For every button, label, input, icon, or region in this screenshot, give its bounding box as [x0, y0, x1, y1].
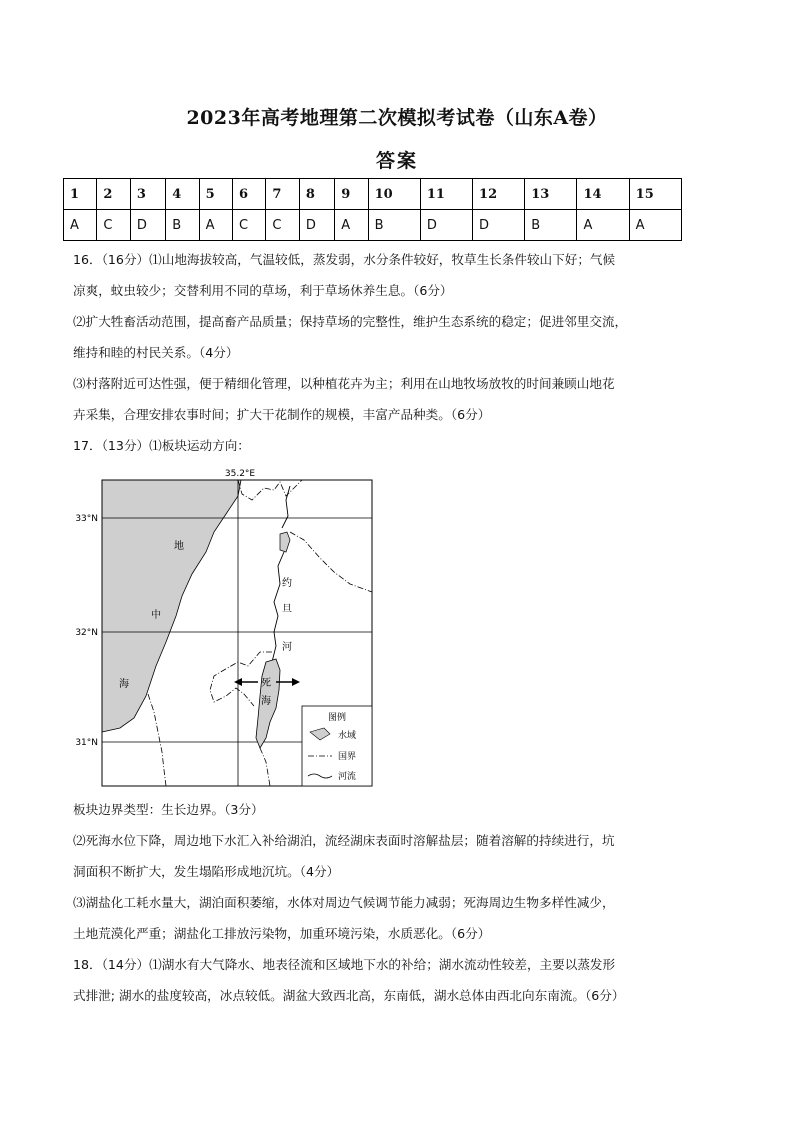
- lat-31-label: 31°N: [75, 738, 98, 748]
- legend-border-label: 国界: [338, 752, 357, 762]
- answer-cell: D: [299, 210, 334, 241]
- q17-boundary: 板块边界类型：生长边界。（3分）: [73, 802, 264, 817]
- q17-p2-line1: ⑵死海水位下降，周边地下水汇入补给湖泊，流经湖床表面时溶解盐层；随着溶解的持续进行，坑: [73, 833, 615, 848]
- lake-label-2: 海: [261, 696, 271, 707]
- q18-p1-line1: 18．（14分）⑴湖水有大气降水、地表径流和区域地下水的补给；湖水流动性较差，主要以蒸发形: [73, 957, 616, 972]
- answer-cell: A: [577, 210, 629, 241]
- lat-32-label: 32°N: [75, 628, 98, 638]
- question-number-cell: 14: [577, 179, 629, 210]
- q16-answer-1: [73, 244, 685, 306]
- answer-cell: A: [199, 210, 232, 241]
- sea-label-3: 海: [119, 679, 129, 690]
- sea-label-2: 中: [151, 610, 161, 621]
- answer-cell: A: [64, 210, 97, 241]
- longitude-label: 35.2°E: [224, 469, 256, 479]
- lat-33-label: 33°N: [75, 514, 98, 524]
- border-north: [238, 480, 302, 500]
- q16-p3-line1: ⑶村落附近可达性强，便于精细化管理，以种植花卉为主；利用在山地牧场放牧的时间兼顾山地花: [73, 376, 615, 391]
- question-number-cell: 1: [64, 179, 97, 210]
- q17-p3-line1: ⑶湖盐化工耗水量大，湖泊面积萎缩，水体对周边气候调节能力减弱；死海周边生物多样性减少，: [73, 895, 615, 910]
- river-label-3: 河: [282, 642, 292, 653]
- answer-cell: B: [166, 210, 199, 241]
- galilee-lake: [280, 532, 290, 552]
- q16-answer-2: [73, 306, 685, 368]
- answer-cell: D: [130, 210, 165, 241]
- border-gaza-egypt: [148, 694, 166, 786]
- q16-p2-line2: 维持和睦的村民关系。（4分）: [73, 345, 239, 360]
- legend-water-label: 水域: [338, 731, 357, 741]
- answer-cell: C: [97, 210, 130, 241]
- border-east: [290, 532, 372, 592]
- q18-answer-1: [73, 949, 685, 1011]
- answer-cell: C: [266, 210, 299, 241]
- question-number-cell: 10: [368, 179, 420, 210]
- question-number-cell: 2: [97, 179, 130, 210]
- answer-cell: D: [420, 210, 472, 241]
- page-title: 2023年高考地理第二次模拟考试卷（山东A卷）: [186, 107, 608, 129]
- question-number-cell: 6: [232, 179, 265, 210]
- answer-cell: D: [473, 210, 525, 241]
- arrow-east-head: [292, 678, 300, 686]
- river-label-2: 旦: [282, 604, 292, 615]
- q18-p1-line2: 式排泄; 湖水的盐度较高，冰点较低。湖盆大致西北高，东南低，湖水总体由西北向东南流。（6分）: [73, 988, 625, 1003]
- q16-p1-line1: 16．（16分）⑴山地海拔较高，气温较低，蒸发弱，水分条件较好，牧草生长条件较山下好；气候: [73, 252, 616, 267]
- sea-label-1: 地: [174, 541, 184, 552]
- q17-answer-3: [73, 887, 685, 949]
- answer-cell: A: [335, 210, 368, 241]
- lake-label-1: 死: [261, 678, 271, 689]
- question-number-cell: 7: [266, 179, 299, 210]
- question-number-cell: 11: [420, 179, 472, 210]
- answer-cell: A: [629, 210, 681, 241]
- dead-sea-map: [68, 466, 388, 796]
- q17-intro: 17．（13分）⑴板块运动方向：: [73, 438, 250, 453]
- question-number-cell: 8: [299, 179, 334, 210]
- q16-p2-line1: ⑵扩大牲畜活动范围，提高畜产品质量；保持草场的完整性，维护生态系统的稳定；促进邻里交流，: [73, 314, 628, 329]
- question-number-cell: 13: [525, 179, 577, 210]
- legend-title: 图例: [327, 713, 347, 723]
- answer-table-answer-row: [64, 210, 682, 241]
- border-south: [260, 748, 270, 786]
- q16-answer-3: [73, 368, 685, 430]
- answer-table-number-row: [64, 179, 682, 210]
- question-number-cell: 4: [166, 179, 199, 210]
- answer-cell: B: [368, 210, 420, 241]
- q17-answer-2: [73, 825, 685, 887]
- q17-p3-line2: 土地荒漠化严重；湖盐化工排放污染物，加重环境污染，水质恶化。（6分）: [73, 926, 491, 941]
- question-number-cell: 9: [335, 179, 368, 210]
- jordan-river: [272, 486, 290, 662]
- question-number-cell: 5: [199, 179, 232, 210]
- legend-river-label: 河流: [338, 772, 357, 782]
- q17-p2-line2: 洞面积不断扩大，发生塌陷形成地沉坑。（4分）: [73, 864, 340, 879]
- q16-p1-line2: 凉爽，蚊虫较少；交替利用不同的草场，利于草场休养生息。（6分）: [73, 283, 453, 298]
- question-number-cell: 12: [473, 179, 525, 210]
- question-number-cell: 15: [629, 179, 681, 210]
- q16-p3-line2: 卉采集，合理安排农事时间；扩大干花制作的规模，丰富产品种类。（6分）: [73, 407, 491, 422]
- answer-cell: C: [232, 210, 265, 241]
- river-label-1: 约: [282, 578, 292, 589]
- answer-table: [63, 178, 682, 241]
- page-subtitle: 答案: [375, 150, 418, 172]
- question-number-cell: 3: [130, 179, 165, 210]
- answer-cell: B: [525, 210, 577, 241]
